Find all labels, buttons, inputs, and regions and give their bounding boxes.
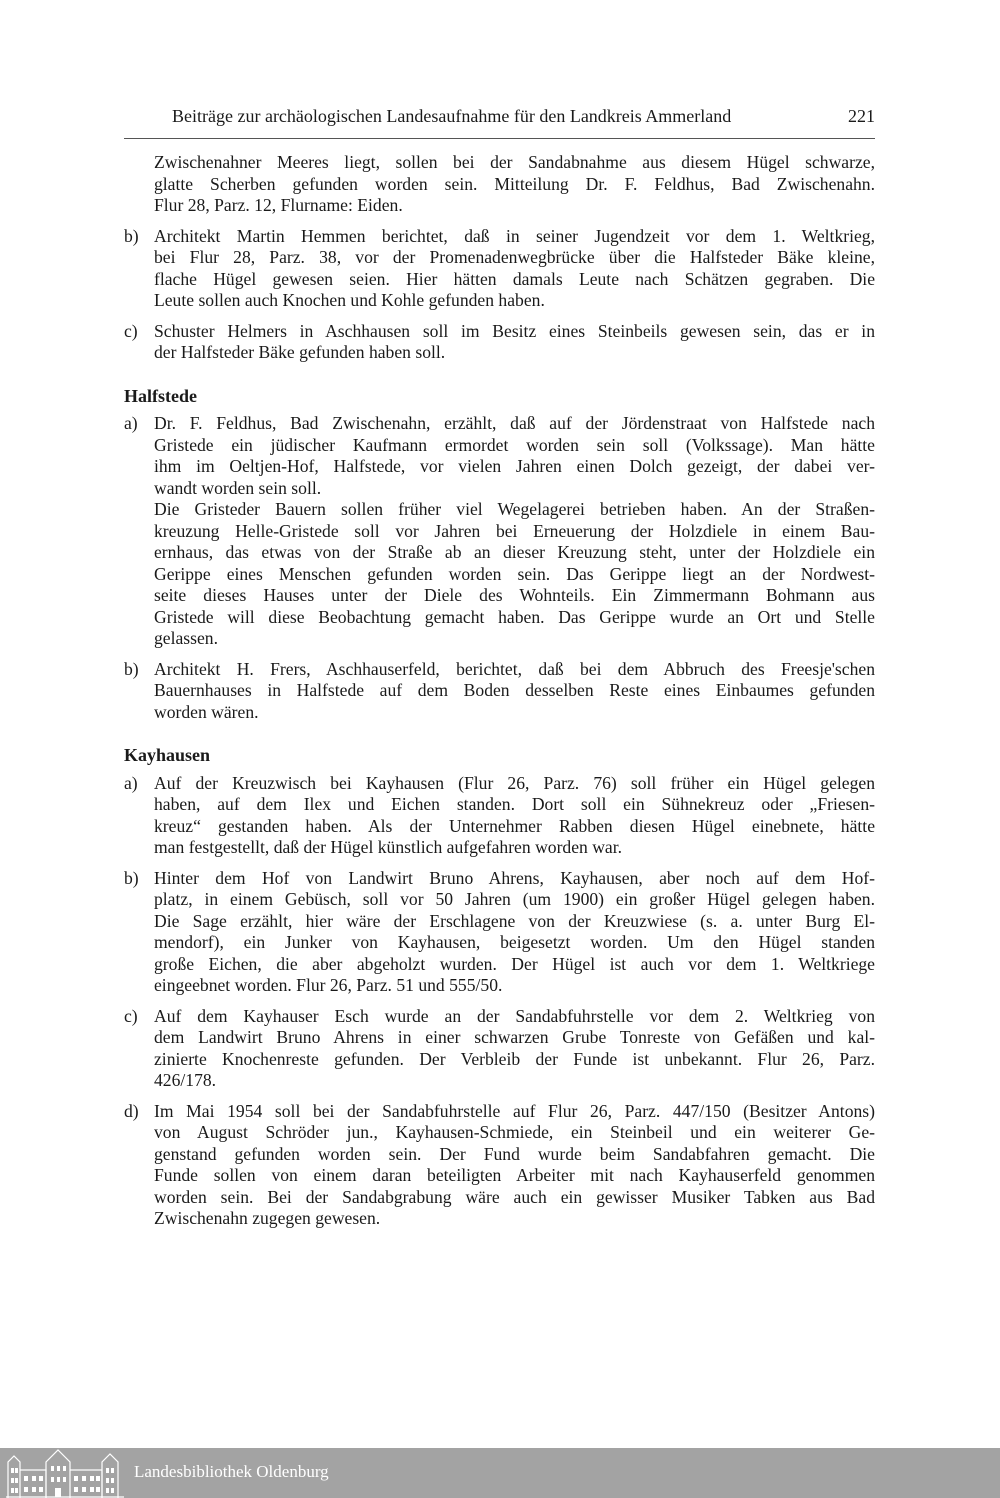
text-line: Die Sage erzählt, hier wäre der Erschlagene von der Kreuzwiese (s. a. unter Burg El- [154, 910, 875, 931]
text-line: Flur 28, Parz. 12, Flurname: Eiden. [154, 195, 403, 215]
list-item [124, 659, 875, 724]
text-line: kreuzung Helle-Gristede soll vor Jahren bei Erneuerung der Holzdiele in einem Bau- [154, 520, 875, 541]
text-line: seite dieses Hauses unter der Diele des Wohnteils. Ein Zimmermann Bohmann aus [154, 585, 875, 605]
text-line: Im Mai 1954 soll bei der Sandabfuhrstelle auf Flur 26, Parz. 447/150 (Besitzer Antons) [154, 1100, 875, 1121]
text-line: Bauernhauses in Halfstede auf dem Boden desselben Reste eines Einbaumes gefunden [154, 680, 875, 700]
text-line: platz, in einem Gebüsch, soll vor 50 Jahren (um 1900) ein großer Hügel gelegen haben. [154, 889, 875, 909]
section-heading: Kayhausen [124, 745, 211, 765]
section-heading: Halfstede [124, 385, 197, 406]
header-title: Beiträge zur archäologischen Landesaufnahme für den Landkreis Ammerland [172, 106, 732, 126]
list-item [124, 413, 875, 650]
text-line: ernhaus, das etwas von der Straße ab an dieser Kreuzung steht, unter der Holzdiele ein [154, 542, 875, 562]
text-line: große Eichen, die aber abgeholzt wurden. Der Hügel ist auch vor dem 1. Weltkriege [154, 953, 875, 974]
list-item [124, 1101, 875, 1230]
text-line: Leute sollen auch Knochen und Kohle gefunden haben. [154, 290, 545, 310]
text-line: der Halfsteder Bäke gefunden haben soll. [154, 342, 446, 362]
list-item [124, 152, 875, 217]
library-building-icon [6, 1448, 124, 1498]
item-marker: a) [124, 772, 138, 793]
list-item [124, 773, 875, 859]
text-line: dem Landwirt Bruno Ahrens in einer schwarzen Grube Tonreste von Gefäßen und kal- [154, 1027, 875, 1047]
text-line: worden sein. Bei der Sandabgrabung wäre auch ein gewisser Musiker Tabken aus Bad [154, 1186, 875, 1207]
text-line: Funde sollen von einem daran beteiligten Arbeiter mit nach Kayhauserfeld genommen [154, 1165, 875, 1185]
text-line: von August Schröder jun., Kayhausen-Schmiede, ein Steinbeil und ein weiterer Ge- [154, 1122, 875, 1142]
list-item [124, 868, 875, 997]
list-item [124, 1006, 875, 1092]
text-line: flache Hügel gewesen seien. Hier hätten damals Leute nach Schätzen gegraben. Die [154, 268, 875, 289]
footer-bar [0, 1448, 1000, 1498]
text-line: genstand gefunden worden sein. Der Fund wurde beim Sandabfahren gemacht. Die [154, 1143, 875, 1164]
text-line: bei Flur 28, Parz. 38, vor der Promenadenwegbrücke über die Halfsteder Bäke kleine, [154, 247, 875, 267]
text-line: Auf dem Kayhauser Esch wurde an der Sandabfuhrstelle vor dem 2. Weltkrieg von [154, 1005, 875, 1026]
text-line: 426/178. [154, 1070, 217, 1090]
text-line: haben, auf dem Ilex und Eichen standen. Dort soll ein Sühnekreuz oder „Friesen- [154, 794, 875, 814]
text-line: Dr. F. Feldhus, Bad Zwischenahn, erzählt, daß auf der Jördenstraat von Halfstede nach [154, 413, 875, 433]
item-marker: c) [124, 1005, 138, 1026]
text-line: ihm im Oeltjen-Hof, Halfstede, vor vielen Jahren einen Dolch gezeigt, der dabei ver- [154, 456, 875, 476]
text-line: Gristede ein jüdischer Kaufmann ermordet worden sein soll (Volkssage). Man hätte [154, 434, 875, 455]
item-marker: a) [124, 413, 138, 433]
item-marker: b) [124, 225, 139, 246]
text-line: eingeebnet worden. Flur 26, Parz. 51 und 555/50. [154, 975, 503, 995]
text-line: zinierte Knochenreste gefunden. Der Verbleib der Funde ist unbekannt. Flur 26, Parz. [154, 1048, 875, 1069]
text-line: worden wären. [154, 701, 259, 722]
item-marker: b) [124, 658, 139, 679]
item-marker: d) [124, 1100, 139, 1121]
text-line: Hinter dem Hof von Landwirt Bruno Ahrens, Kayhausen, aber noch auf dem Hof- [154, 867, 875, 888]
text-line: man festgestellt, daß der Hügel künstlich aufgefahren worden war. [154, 837, 623, 857]
text-line: Architekt H. Frers, Aschhauserfeld, berichtet, daß bei dem Abbruch des Freesje'schen [154, 658, 875, 679]
text-line: Architekt Martin Hemmen berichtet, daß in seiner Jugendzeit vor dem 1. Weltkrieg, [154, 225, 875, 246]
list-item [124, 226, 875, 312]
page-number: 221 [848, 106, 875, 126]
text-line: gelassen. [154, 628, 219, 648]
text-line: kreuz“ gestanden haben. Als der Unternehmer Rabben diesen Hügel einebnete, hätte [154, 815, 875, 836]
text-line: Auf der Kreuzwisch bei Kayhausen (Flur 26, Parz. 76) soll früher ein Hügel gelegen [154, 772, 875, 793]
running-header [172, 106, 875, 127]
list-item [124, 321, 875, 364]
item-marker: b) [124, 867, 139, 888]
text-line: mendorf), ein Junker von Kayhausen, beigesetzt worden. Um den Hügel standen [154, 932, 875, 952]
text-line: glatte Scherben gefunden worden sein. Mitteilung Dr. F. Feldhus, Bad Zwischenahn. [154, 173, 875, 194]
page-body [124, 152, 875, 1239]
text-line: Zwischenahner Meeres liegt, sollen bei der Sandabnahme aus diesem Hügel schwarze, [154, 152, 875, 172]
text-line: wandt worden sein soll. [154, 477, 322, 498]
item-marker: c) [124, 320, 138, 341]
text-line: Gerippe eines Menschen gefunden worden sein. Das Gerippe liegt an der Nordwest- [154, 563, 875, 584]
text-line: Die Gristeder Bauern sollen früher viel Wegelagerei betrieben haben. An der Straßen- [154, 499, 875, 519]
text-line: Gristede will diese Beobachtung gemacht haben. Das Gerippe wurde an Ort und Stelle [154, 606, 875, 627]
text-line: Schuster Helmers in Aschhausen soll im Besitz eines Steinbeils gewesen sein, das er in [154, 320, 875, 341]
text-line: Zwischenahn zugegen gewesen. [154, 1208, 381, 1228]
header-rule [124, 138, 875, 139]
library-name: Landesbibliothek Oldenburg [134, 1462, 329, 1481]
